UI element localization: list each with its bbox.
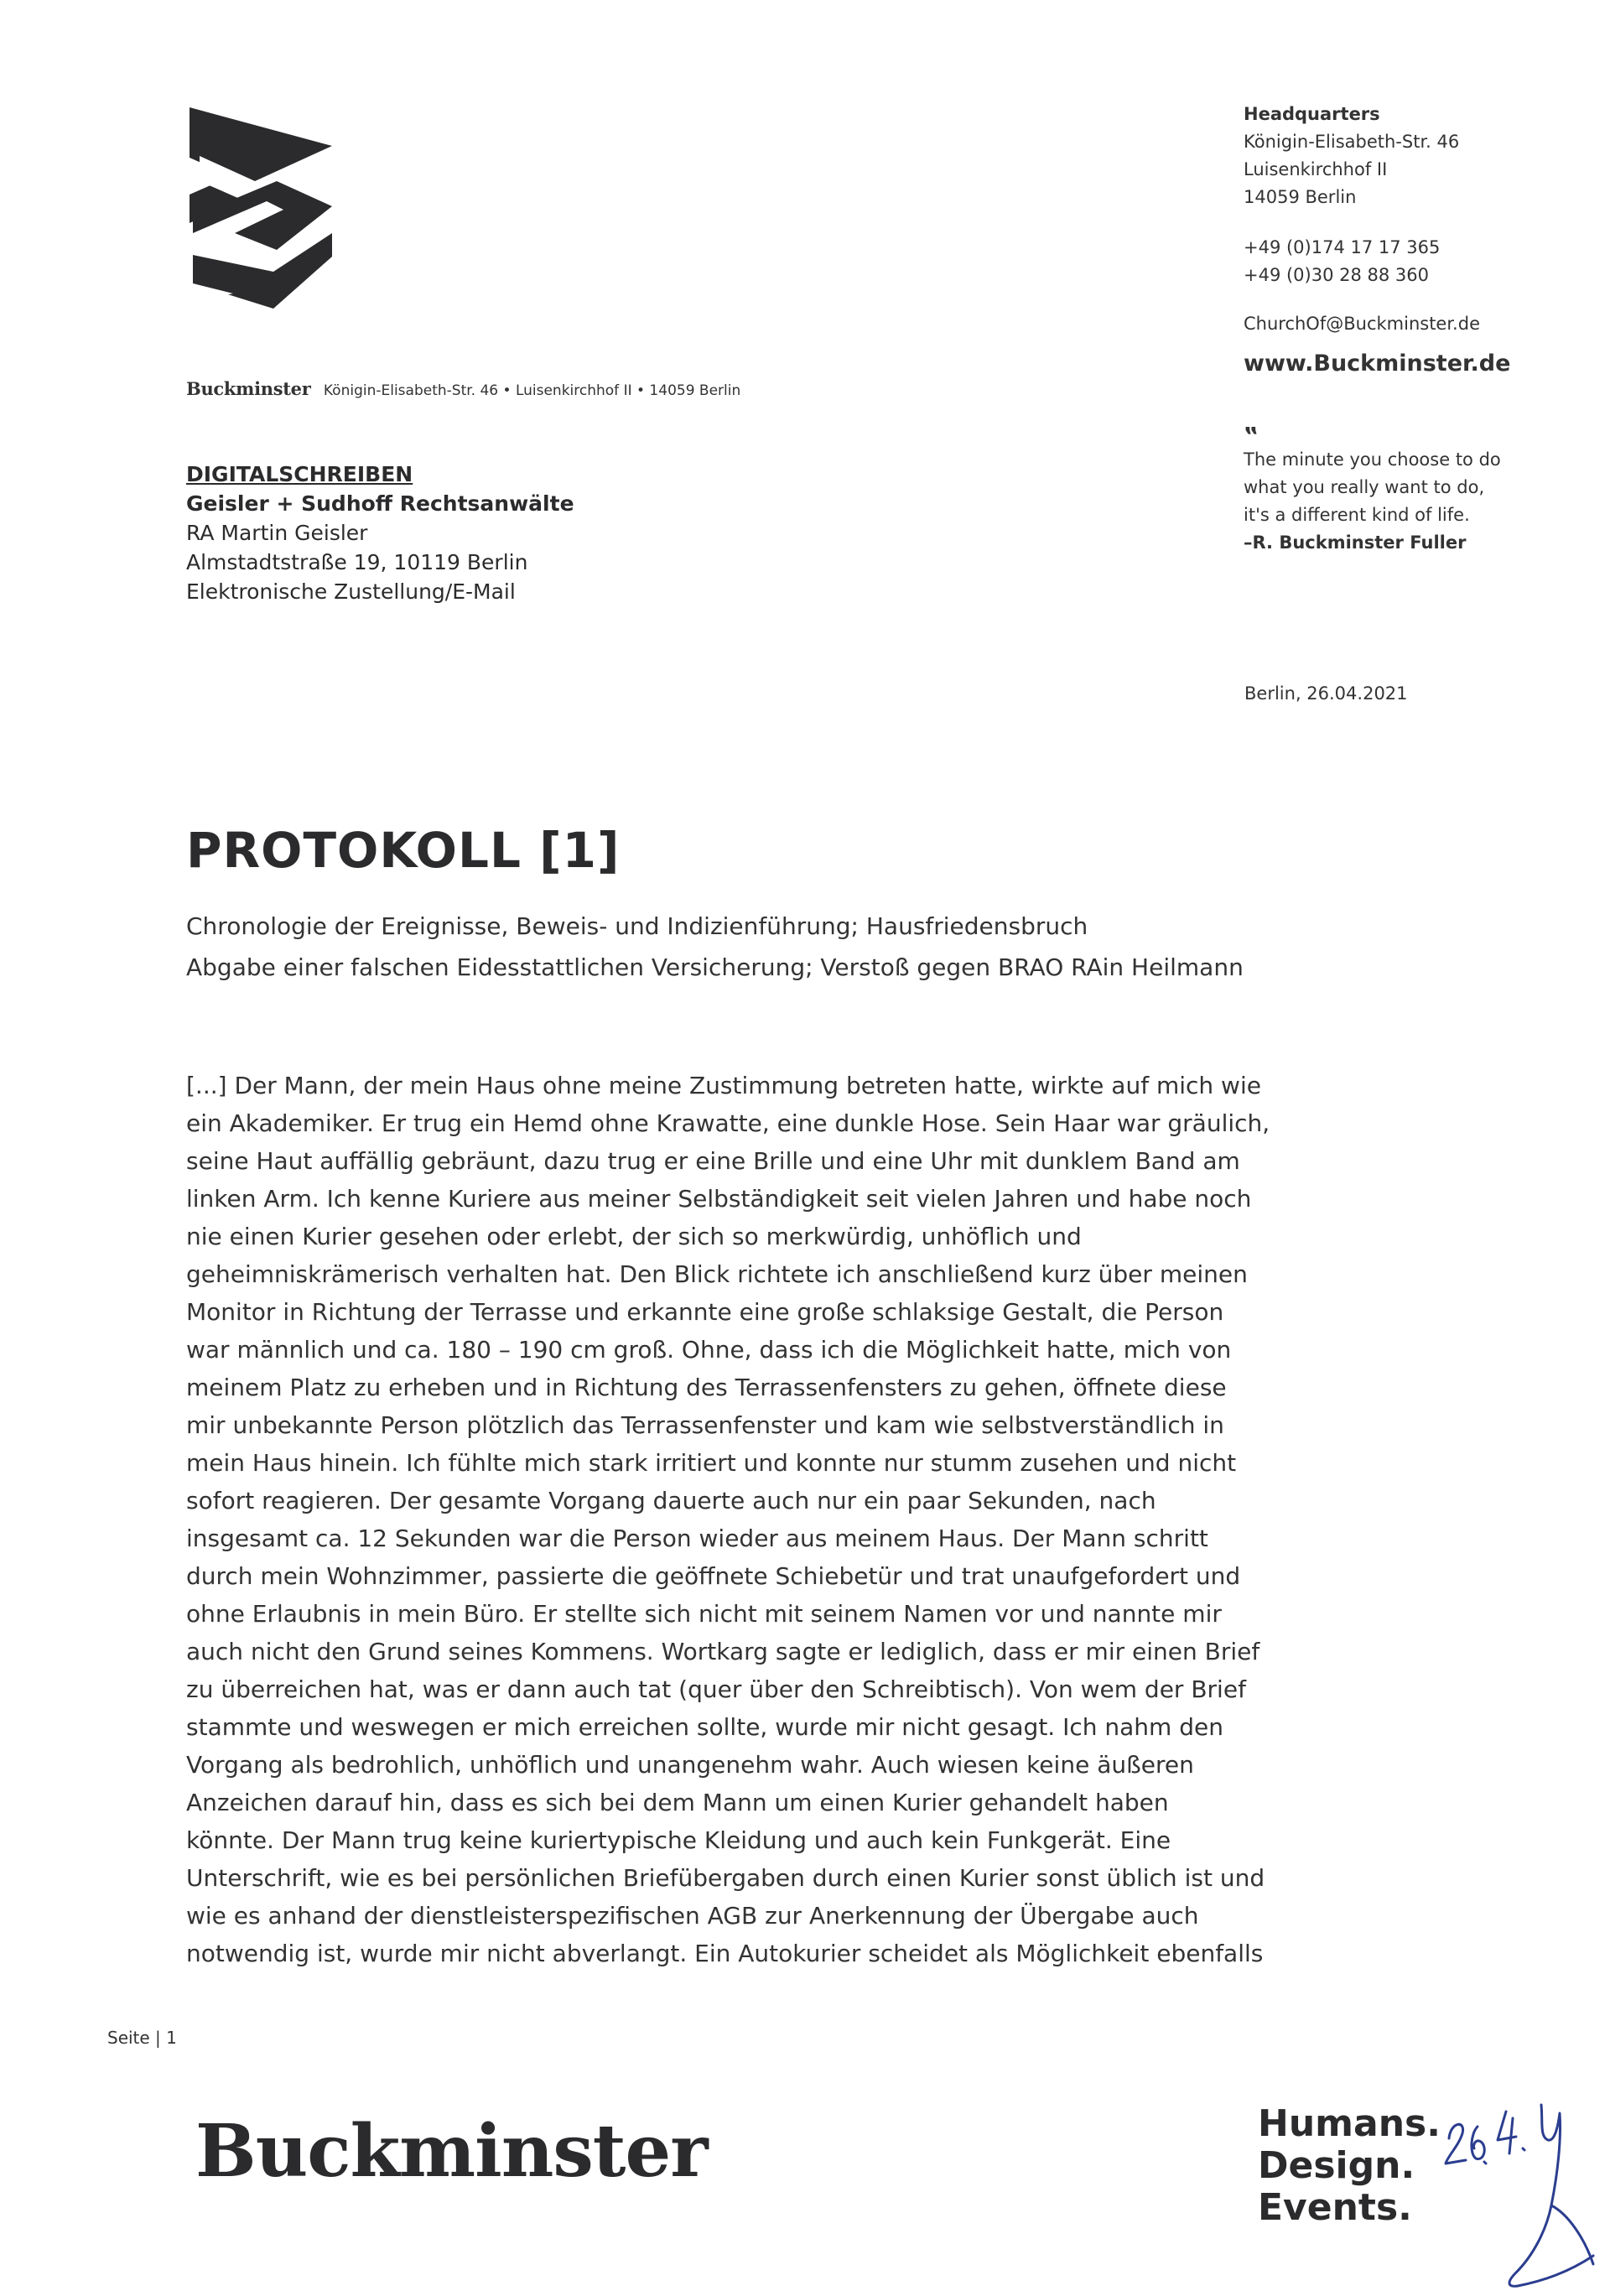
slogan-line: Design.: [1258, 2144, 1415, 2187]
body-line: insgesamt ca. 12 Sekunden war die Person wieder aus meinem Haus. Der Mann schritt: [186, 1525, 1208, 1552]
phone-landline: +49 (0)30 28 88 360: [1244, 265, 1430, 285]
handwritten-signature: [1426, 2046, 1610, 2296]
body-line: auch nicht den Grund seines Kommens. Wortkarg sagte er lediglich, dass er mir einen Brief: [186, 1638, 1260, 1665]
body-line: geheimniskrämerisch verhalten hat. Den Blick richtete ich anschließend kurz über meinen: [186, 1260, 1248, 1288]
recipient-delivery: Elektronische Zustellung/E-Mail: [186, 579, 516, 604]
hq-street: Königin-Elisabeth-Str. 46: [1244, 132, 1460, 152]
body-line: Vorgang als bedrohlich, unhöflich und unangenehm wahr. Auch wiesen keine äußeren: [186, 1751, 1194, 1779]
recipient-block: [186, 460, 574, 606]
body-line: zu überreichen hat, was er dann auch tat (quer über den Schreibtisch). Von wem der Brief: [186, 1675, 1246, 1703]
document-subtitle: [186, 906, 1244, 988]
slogan-line: Events.: [1258, 2186, 1412, 2229]
body-line: könnte. Der Mann trug keine kuriertypische Kleidung und auch kein Funkgerät. Eine: [186, 1826, 1171, 1854]
letter-date: Berlin, 26.04.2021: [1244, 683, 1408, 704]
subtitle-line: Abgabe einer falschen Eidesstattlichen Versicherung; Verstoß gegen BRAO RAin Heilmann: [186, 953, 1244, 981]
quote-line: The minute you choose to do: [1244, 449, 1501, 470]
body-line: meinem Platz zu erheben und in Richtung des Terrassenfensters zu gehen, öffnete diese: [186, 1374, 1227, 1401]
body-line: mein Haus hinein. Ich fühlte mich stark irritiert und konnte nur stumm zusehen und nicht: [186, 1449, 1237, 1477]
quote-block: [1244, 422, 1501, 557]
sender-address-line: [186, 378, 740, 399]
page-number: Seite | 1: [107, 2028, 177, 2048]
website-link[interactable]: www.Buckminster.de: [1244, 351, 1511, 377]
slogan: [1258, 2103, 1441, 2229]
sender-brand: Buckminster: [186, 378, 311, 399]
footer-brand-logo: Buckminster: [195, 2109, 708, 2194]
quote-author: –R. Buckminster Fuller: [1244, 532, 1467, 553]
body-line: sofort reagieren. Der gesamte Vorgang dauerte auch nur ein paar Sekunden, nach: [186, 1487, 1156, 1514]
phone-mobile: +49 (0)174 17 17 365: [1244, 237, 1441, 257]
body-line: Anzeichen darauf hin, dass es sich bei dem Mann um einen Kurier gehandelt haben: [186, 1789, 1169, 1816]
delivery-tag: DIGITALSCHREIBEN: [186, 462, 413, 486]
body-paragraph: [186, 1067, 1318, 1972]
hq-district: Luisenkirchhof II: [1244, 159, 1388, 179]
body-line: [...] Der Mann, der mein Haus ohne meine Zustimmung betreten hatte, wirkte auf mich wie: [186, 1072, 1261, 1099]
body-line: war männlich und ca. 180 – 190 cm groß. Ohne, dass ich die Möglichkeit hatte, mich von: [186, 1336, 1232, 1364]
body-line: stammte und weswegen er mich erreichen sollte, wurde mir nicht gesagt. Ich nahm den: [186, 1713, 1223, 1741]
body-line: ohne Erlaubnis in mein Büro. Er stellte sich nicht mit seinem Namen vor und nannte mir: [186, 1600, 1222, 1628]
slogan-line: Humans.: [1258, 2102, 1441, 2145]
recipient-person: RA Martin Geisler: [186, 521, 368, 545]
quote-mark-icon: ‟: [1244, 422, 1259, 449]
body-line: ein Akademiker. Er trug ein Hemd ohne Krawatte, eine dunkle Hose. Sein Haar war gräulich,: [186, 1109, 1270, 1137]
body-line: Monitor in Richtung der Terrasse und erkannte eine große schlaksige Gestalt, die Person: [186, 1298, 1224, 1326]
subtitle-line: Chronologie der Ereignisse, Beweis- und Indizienführung; Hausfriedensbruch: [186, 912, 1088, 940]
body-line: mir unbekannte Person plötzlich das Terrassenfenster und kam wie selbstverständlich in: [186, 1411, 1224, 1439]
quote-line: what you really want to do,: [1244, 477, 1485, 497]
contact-block: [1244, 101, 1510, 377]
email-address: ChurchOf@Buckminster.de: [1244, 314, 1480, 334]
buckminster-logo-icon: [183, 107, 334, 309]
body-line: linken Arm. Ich kenne Kuriere aus meiner Selbständigkeit seit vielen Jahren und habe noch: [186, 1185, 1252, 1213]
recipient-address: Almstadtstraße 19, 10119 Berlin: [186, 550, 528, 574]
quote-line: it's a different kind of life.: [1244, 505, 1470, 525]
body-line: notwendig ist, wurde mir nicht abverlangt. Ein Autokurier scheidet als Möglichkeit ebenfalls: [186, 1940, 1264, 1967]
body-line: durch mein Wohnzimmer, passierte die geöffnete Schiebetür und trat unaufgefordert und: [186, 1562, 1241, 1590]
body-line: nie einen Kurier gesehen oder erlebt, der sich so merkwürdig, unhöflich und: [186, 1223, 1082, 1250]
hq-city: 14059 Berlin: [1244, 187, 1357, 207]
document-title: PROTOKOLL [1]: [186, 822, 621, 879]
sender-address: Königin-Elisabeth-Str. 46 • Luisenkirchhof II • 14059 Berlin: [323, 382, 741, 399]
hq-heading: Headquarters: [1244, 104, 1380, 124]
recipient-firm: Geisler + Sudhoff Rechtsanwälte: [186, 491, 574, 516]
body-line: seine Haut auffällig gebräunt, dazu trug er eine Brille und eine Uhr mit dunklem Band am: [186, 1147, 1240, 1175]
body-line: Unterschrift, wie es bei persönlichen Briefübergaben durch einen Kurier sonst üblich ist und: [186, 1864, 1265, 1892]
body-line: wie es anhand der dienstleisterspezifischen AGB zur Anerkennung der Übergabe auch: [186, 1902, 1199, 1930]
